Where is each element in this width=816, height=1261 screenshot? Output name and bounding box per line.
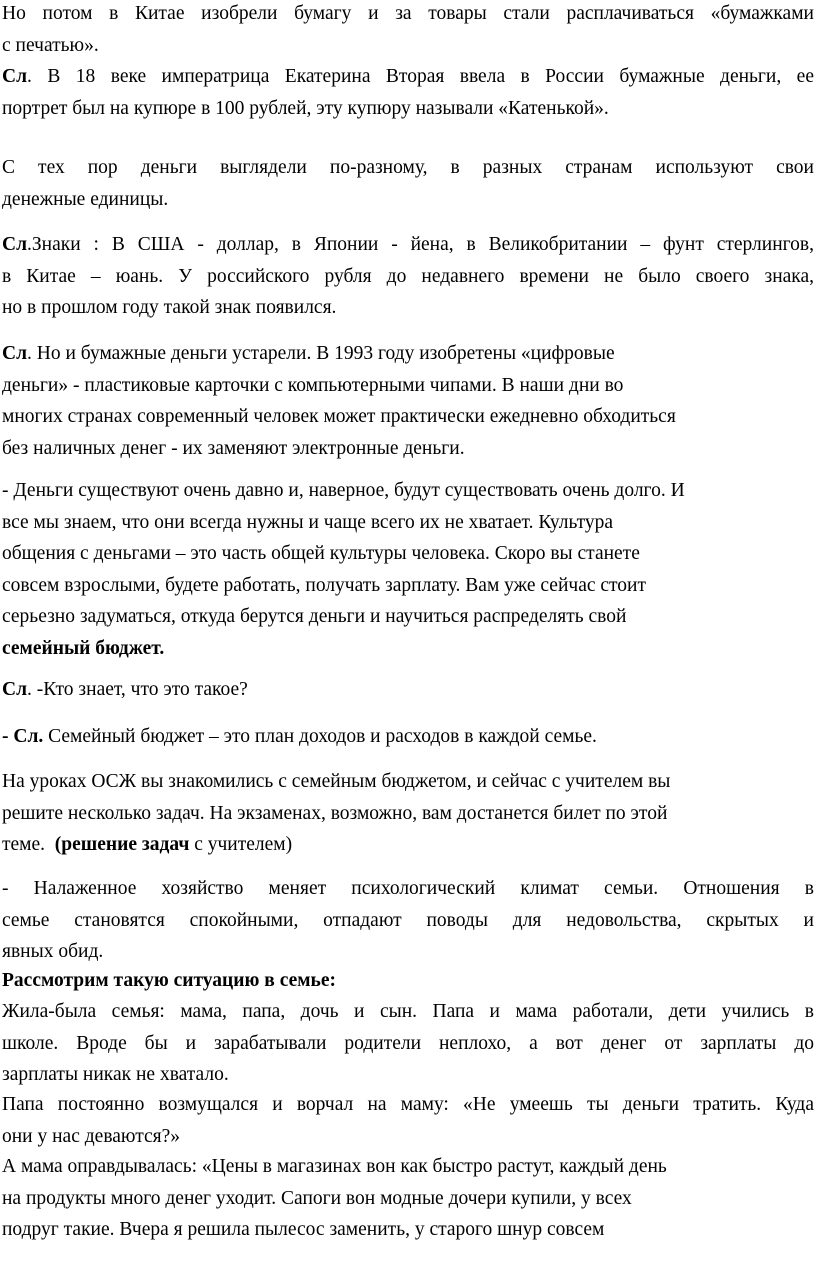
text-line: зарплаты никак не хватало.: [2, 1064, 229, 1085]
text-line: решите несколько задач. На экзаменах, возможно, вам достанется билет по этой: [2, 802, 668, 824]
text-line: Папа постоянно возмущался и ворчал на маму: «Не умеешь ты деньги тратить. Куда: [2, 1094, 814, 1115]
text-line: подруг такие. Вчера я решила пылесос заменить, у старого шнур совсем: [2, 1219, 605, 1240]
text-line: Сл. Но и бумажные деньги устарели. В 1993 году изобретены «цифровые: [2, 343, 615, 364]
slide-label: Сл: [2, 343, 28, 364]
text-line: теме. (решение задач с учителем): [2, 834, 293, 855]
slide-label: Сл: [2, 234, 28, 255]
paragraph-money-culture: [2, 475, 814, 664]
text-line: Но потом в Китае изобрели бумагу и за товары стали расплачиваться «бумажками: [2, 3, 814, 24]
text-line: в Китае – юань. У российского рубля до недавнего времени не было своего знака,: [2, 265, 814, 287]
slide-label: Сл: [2, 679, 28, 700]
text-line: на продукты много денег уходит. Сапоги вон модные дочери купили, у всех: [2, 1187, 632, 1209]
text-line: но в прошлом году такой знак появился.: [2, 297, 337, 318]
text-line: [2, 633, 814, 665]
text-line: явных обид.: [2, 941, 104, 962]
situation-heading: Рассмотрим такую ситуацию в семье:: [2, 970, 336, 991]
paragraph-catherine: [2, 61, 814, 124]
task-solving-label: (решение задач: [54, 834, 190, 855]
paragraph-budget-definition: [2, 721, 814, 753]
text-line: с печатью».: [2, 34, 99, 56]
slide-label: Сл: [2, 66, 28, 87]
text-line: Сл. -Кто знает, что это такое?: [2, 679, 248, 700]
text-line: денежные единицы.: [2, 188, 169, 210]
paragraph-currencies-intro: [2, 152, 814, 215]
paragraph-household: [2, 873, 814, 968]
paragraph-paper-money-china: [2, 0, 814, 61]
text-line: общения с деньгами – это часть общей культуры человека. Скоро вы станете: [2, 543, 640, 564]
paragraph-digital-money: [2, 338, 814, 464]
paragraph-mother: [2, 1151, 814, 1246]
text-line: А мама оправдывалась: «Цены в магазинах вон как быстро растут, каждый день: [2, 1156, 667, 1177]
text-line: - Налаженное хозяйство меняет психологический климат семьи. Отношения в: [2, 878, 814, 899]
text-line: многих странах современный человек может практически ежедневно обходиться: [2, 406, 676, 427]
text-line: Сл. В 18 веке императрица Екатерина Вторая ввела в России бумажные деньги, ее: [2, 66, 814, 87]
paragraph-question: [2, 674, 814, 706]
text-line: Жила-была семья: мама, папа, дочь и сын. Папа и мама работали, дети учились в: [2, 1001, 814, 1022]
paragraph-currency-signs: [2, 229, 814, 324]
slide-label: - Сл.: [2, 726, 44, 747]
text-line: [2, 965, 814, 997]
text-line: - Сл. Семейный бюджет – это план доходов и расходов в каждой семье.: [2, 726, 597, 747]
paragraph-father: [2, 1089, 814, 1152]
family-budget-term: семейный бюджет.: [2, 637, 165, 659]
text-line: семье становятся спокойными, отпадают поводы для недовольства, скрытых и: [2, 909, 814, 931]
text-line: - Деньги существуют очень давно и, наверное, будут существовать очень долго. И: [2, 480, 685, 501]
text-line: портрет был на купюре в 100 рублей, эту купюру называли «Катенькой».: [2, 97, 609, 119]
text-line: все мы знаем, что они всегда нужны и чаще всего их не хватает. Культура: [2, 511, 614, 533]
text-line: совсем взрослыми, будете работать, получать зарплату. Вам уже сейчас стоит: [2, 574, 647, 596]
text-line: серьезно задуматься, откуда берутся деньги и научиться распределять свой: [2, 606, 627, 627]
text-line: без наличных денег - их заменяют электронные деньги.: [2, 437, 465, 459]
text-line: школе. Вроде бы и зарабатывали родители неплохо, а вот денег от зарплаты до: [2, 1032, 814, 1054]
text-line: С тех пор деньги выглядели по-разному, в разных странам используют свои: [2, 157, 814, 178]
text-line: они у нас деваются?»: [2, 1125, 181, 1147]
paragraph-osj-lessons: [2, 766, 814, 861]
text-line: Сл.Знаки : В США - доллар, в Японии - йена, в Великобритании – фунт стерлингов,: [2, 234, 814, 255]
text-line: деньги» - пластиковые карточки с компьютерными чипами. В наши дни во: [2, 374, 624, 396]
text-line: На уроках ОСЖ вы знакомились с семейным бюджетом, и сейчас с учителем вы: [2, 771, 671, 792]
section-heading: [2, 965, 814, 997]
paragraph-family-story: [2, 996, 814, 1091]
